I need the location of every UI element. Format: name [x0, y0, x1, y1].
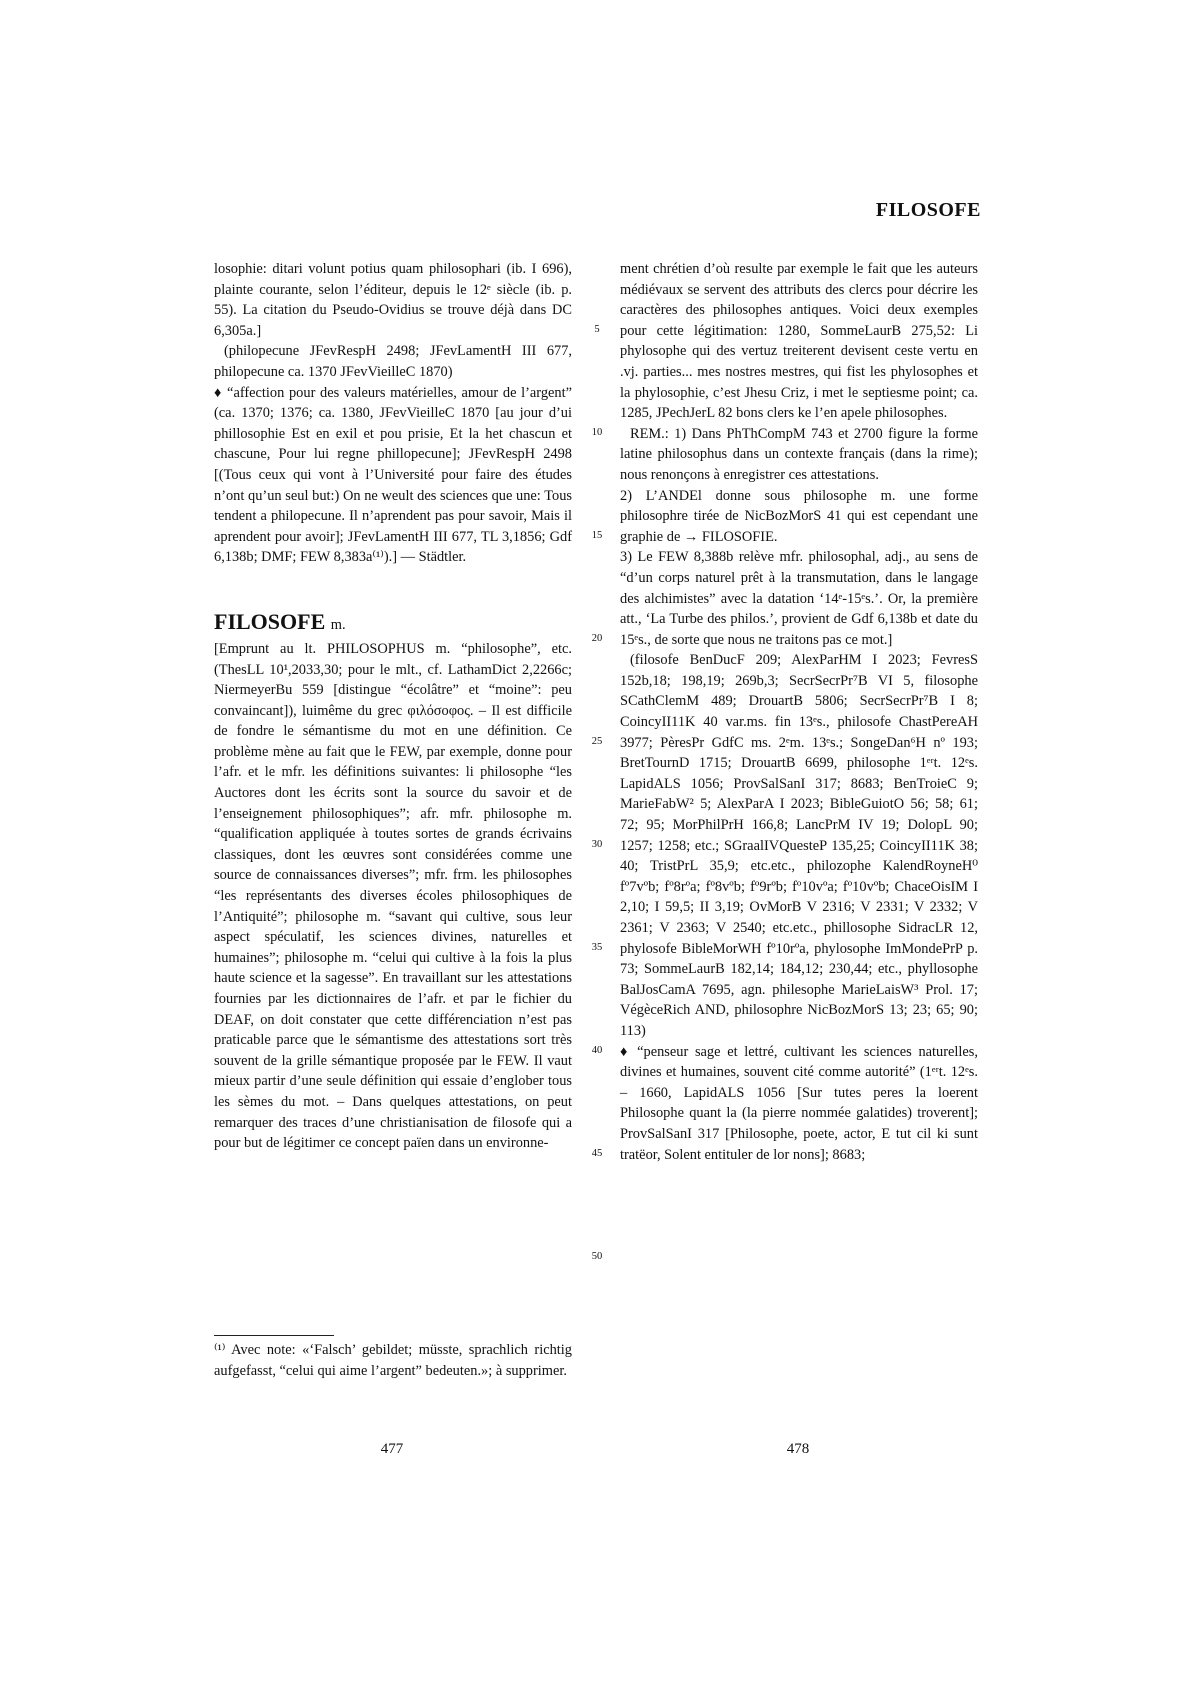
line-number: 40 [591, 1045, 603, 1056]
line-number: 5 [594, 324, 600, 335]
line-number: 45 [591, 1148, 603, 1159]
footnote: ⁽¹⁾ Avec note: «‘Falsch’ gebildet; müsste, sprachlich richtig aufgefasst, “celui qui aime l’argent” bedeuten.»; à supprimer. [214, 1342, 572, 1379]
line-number: 30 [591, 839, 603, 850]
page-number-left: 477 [380, 1441, 404, 1457]
line-number: 15 [591, 530, 603, 541]
right-paragraph-4: 3) Le FEW 8,388b relève mfr. philosophal, adj., au sens de “d’un corps naturel prêt à la transmutation, dans le langage des alchimistes” avec la datation ‘14ᵉ-15ᵉs.’. Or, la première att., ‘La Turbe des philos.’, provient de Gdf 6,138b et date du 15ᵉs., de sorte que nous ne traitons pas ce mot.] [620, 549, 978, 648]
left-paragraph-4: [Emprunt au lt. PHILOSOPHUS m. “philosophe”, etc. (ThesLL 10¹,2033,30; pour le mlt., cf. LathamDict 2,2266c; NiermeyerBu 559 [distingue “écolâtre” et “moine”: peu convaincant]), luimême du grec φιλόσοφος. – Il est difficile de fondre le sémantisme du mot en une définition. Ce problème mène au fait que le FEW, par exemple, donne pour l’afr. et le mfr. les définitions suivantes: li philosophe “les Auctores dont les écrits sont la source du savoir et de l’enseignement philosophiques”; afr. mfr. philosophe m. “qualification appliquée à toutes sortes de grands écrivains classiques, dont les œuvres sont considérées comme une source de connaissances diverses”; mfr. frm. les philosophes “les représentants des diverses écoles philosophiques de l’Antiquité”; philosophe m. “savant qui cultive, sous leur aspect spéculatif, les sciences divines, naturelles et humaines”; philosophe m. “celui qui cultive à la fois la plus haute science et la sagesse”. En travaillant sur les attestations fournies par les dictionnaires de l’afr. et par le fichier du DEAF, on doit constater que cette différenciation n’est pas praticable parce que le sémantisme des attestations sort très souvent de la grille sémantique proposée par le FEW. Il vaut mieux partir d’une seule définition qui essaie d’englober tous les sèmes du mot. – Dans quelques attestations, on peut remarquer des traces d’une christianisation de filosofe qui a pour but de légitimer ce concept païen dans un environne- [214, 640, 572, 1152]
page-number-right: 478 [786, 1441, 810, 1457]
headword-text: FILOSOFE [214, 608, 326, 634]
right-column [620, 259, 978, 1165]
entry-headword [214, 608, 572, 639]
left-column [214, 259, 572, 1154]
right-paragraph-5: (filosofe BenDucF 209; AlexParHM I 2023; FevresS 152b,18; 198,19; 269b,3; SecrSecrPr⁷B VI 5, filosophe SCathClemM 489; DrouartB 5806; SecrSecrPr⁷B I 8; CoincyII11K 40 var.ms. fin 13ᵉs., philosofe ChastPereAH 3977; PèresPr GdfC ms. 2ᵉm. 13ᵉs.; SongeDan⁶H nº 193; BretTournD 1715; DrouartB 6699, philosophe 1ᵉʳt. 12ᵉs. LapidALS 1056; ProvSalSanI 317; 8683; BenTroieC 9; MarieFabW² 5; AlexParA I 2023; BibleGuiotO 56; 58; 61; 72; 95; MorPhilPrH 166,8; LancPrM IV 19; DolopL 90; 1257; 1258; etc.; SGraalIVQuesteP 135,25; CoincyII11K 38; 40; TristPrL 35,9; etc.etc., philozophe KalendRoyneH⁰ fº7vºb; fº8rºa; fº8vºb; fº9rºb; fº10vºa; fº10vºb; ChaceOisIM I 2,10; I 59,5; II 3,19; OvMorB V 2316; V 2331; V 2332; V 2361; V 2363; V 2540; etc.etc., phillosophe SidracLR 12, phylosofe BibleMorWH fº10rºa, phylosophe ImMondePrP p. 73; SommeLaurB 182,14; 184,12; 230,44; etc., phyllosophe BalJosCamA 7695, agn. philesophe MarieLaisW³ Prol. 17; VégèceRich AND, philosophre NicBozMorS 13; 23; 65; 90; 113) [620, 652, 978, 1039]
right-paragraph-1: ment chrétien d’où resulte par exemple le fait que les auteurs médiévaux se servent des attributs des clercs pour décrire les caractères des philosophes antiques. Voici deux exemples pour cette légitimation: 1280, SommeLaurB 275,52: Li phylosophe qui des vertuz treiterent devisent ceste vertu en .vj. parties... mes nostres mestres, qui fist les phylosophes et la phylosophie, c’est Jhesu Criz, i met le septiesme point; ca. 1285, JPechJerL 82 bons clers ke l’en apele philosophes. [620, 261, 978, 422]
right-paragraph-6: ♦ “penseur sage et lettré, cultivant les sciences naturelles, divines et humaines, souvent cité comme autorité” (1ᵉʳt. 12ᵉs. – 1660, LapidALS 1056 [Sur tutes peres la loerent Philosophe quant la (la pierre nommée galatides) troverent]; ProvSalSanI 317 [Philosophe, poete, actor, E tut cil ki sunt tratëor, Solent entituler de lor nons]; 8683; [620, 1043, 978, 1163]
entry-separator [214, 568, 572, 608]
left-paragraph-1: losophie: ditari volunt potius quam philosophari (ib. I 696), plainte courante, selon l’éditeur, depuis le 12ᵉ siècle (ib. p. 55). La citation du Pseudo-Ovidius se trouve déjà dans DC 6,305a.] [214, 261, 572, 339]
running-head: FILOSOFE [875, 199, 981, 221]
line-number: 20 [591, 633, 603, 644]
line-number: 25 [591, 736, 603, 747]
line-number: 35 [591, 942, 603, 953]
line-number: 50 [591, 1251, 603, 1262]
line-number: 10 [591, 427, 603, 438]
left-paragraph-2: (philopecune JFevRespH 2498; JFevLamentH III 677, philopecune ca. 1370 JFevVieilleC 1870) [214, 343, 572, 380]
right-paragraph-2: REM.: 1) Dans PhThCompM 743 et 2700 figure la forme latine philosophus dans un contexte français (dans la rime); nous renonçons à enregistrer ces attestations. [620, 425, 978, 483]
headword-grammar: m. [330, 616, 346, 633]
left-paragraph-3: ♦ “affection pour des valeurs matérielles, amour de l’argent” (ca. 1370; 1376; ca. 1380, JFevVieilleC 1870 [au jour d’ui phillosophie Est en exil et pou prisie, Et la het chascun et chascune, Pour lui regne phillopecune]; JFevRespH 2498 [(Tous ceux qui vont à l’Université pour faire des études n’ont qu’un seul but:) On ne weult des sciences que une: Tous tendent a philopecune. Il n’aprendent pas pour savoir, Mais il aprendent pour avoir]; JFevLamentH III 677, TL 3,1856; Gdf 6,138b; DMF; FEW 8,383a⁽¹⁾).] — Städtler. [214, 384, 572, 566]
right-paragraph-3: 2) L’ANDEl donne sous philosophe m. une forme philosophre tirée de NicBozMorS 41 qui est cependant une graphie de → FILOSOFIE. [620, 487, 978, 545]
footnote-rule [214, 1335, 334, 1336]
